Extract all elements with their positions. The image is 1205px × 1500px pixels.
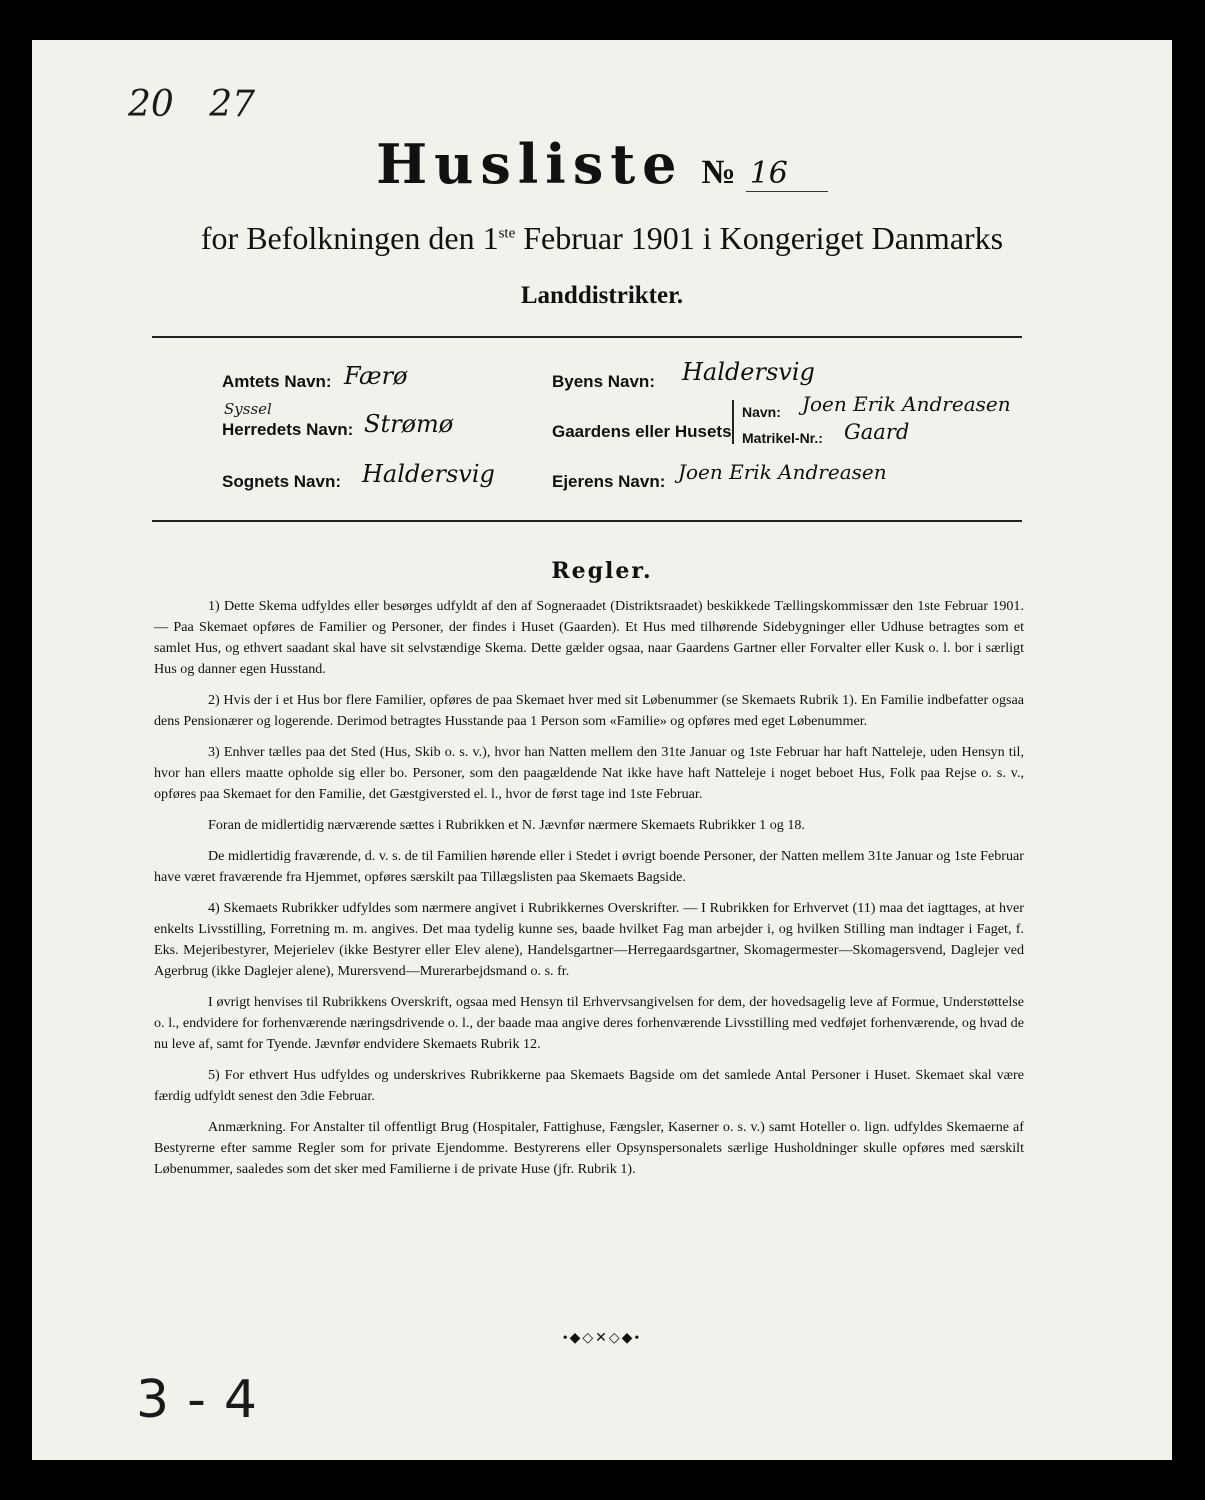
sogn-label: Sognets Navn: bbox=[222, 472, 342, 491]
sogn-value: Haldersvig bbox=[362, 460, 495, 488]
rule-paragraph: De midlertidig fraværende, d. v. s. de til Familien hørende eller i Stedet i øvrigt boende Personer, der Natten mellem 31te Januar og 1ste Februar have været fraværende fra Hjemmet, opføres særskilt paa Tillægslisten paa Skemaets Bagside. bbox=[154, 848, 1024, 885]
subtitle-landdistrikter: Landdistrikter. bbox=[520, 282, 684, 309]
rule-paragraph-note: Anmærkning. For Anstalter til offentligt Brug (Hospitaler, Fattighuse, Fængsler, Kaserner o. s. v.) samt Hoteller o. lign. udfyldes Skemaerne af Bestyrerne efter samme Regler som for private Ejendomme. Bestyrerens eller Opsynspersonalets særlige Husholdninger skulle opføres med særskilt Løbenummer, saaledes som det sker med Familierne i de private Huse (jfr. Rubrik 1). bbox=[154, 1119, 1024, 1177]
rule-paragraph: 5) For ethvert Hus udfyldes og underskrives Rubrikkerne paa Skemaets Bagside om det samlede Antal Personer i Huset. Skemaet skal være færdig udfyldt senest den 3die Februar. bbox=[154, 1067, 1024, 1104]
amt-label: Amtets Navn: bbox=[222, 372, 332, 391]
amt-value: Færø bbox=[344, 362, 408, 390]
ornament-divider: •◆◇✕◇◆• bbox=[562, 1331, 642, 1346]
corner-numbers bbox=[128, 84, 279, 125]
subtitle-sup: ste bbox=[498, 225, 516, 242]
rule-paragraph: 3) Enhver tælles paa det Sted (Hus, Skib o. s. v.), hvor han Natten mellem den 31te Januar og 1ste Februar har haft Natteleje, uden Hensyn til, hvor han ellers maatte opholde sig eller bo. Personer, som den paagældende Nat ikke have haft Natteleje i noget beboet Hus, Folk paa Rejse o. s. v., opføres paa Skemaet for den Familie, det Gæstgiversted el. l., hvor de først tage ind 1ste Februar. bbox=[154, 744, 1024, 802]
by-label: Byens Navn: bbox=[552, 372, 655, 391]
rule-paragraph: 2) Hvis der i et Hus bor flere Familier, opføres de paa Skemaet hver med sit Løbenummer (se Skemaets Rubrik 1). En Familie indbefatter ogsaa dens Pensionærer og logerende. Derimod betragtes Husstande paa 1 Person som «Familie» og opføres med eget Løbenummer. bbox=[154, 692, 1024, 729]
rules-heading: Regler. bbox=[551, 558, 653, 584]
corner-number-2: 27 bbox=[209, 84, 256, 125]
house-number-value: 16 bbox=[746, 156, 828, 192]
bottom-divider bbox=[152, 520, 1022, 522]
navn-label: Navn: bbox=[742, 404, 781, 420]
herred-value: Strømø bbox=[364, 410, 454, 438]
title-row bbox=[32, 132, 1172, 196]
bottom-number: 3-4 bbox=[136, 1370, 275, 1430]
rules-body bbox=[154, 596, 1024, 1190]
rule-paragraph: 1) Dette Skema udfyldes eller besørges udfyldt af den af Sogneraadet (Distriktsraadet) beskikkede Tællingskommissær den 1ste Februar 1901. — Paa Skemaet opføres de Familier og Personer, der findes i Huset (Gaarden). Et Hus med tilhørende Sidebygninger eller Udhuse betragtes som et samlet Hus, og ethvert saadant skal have sit selvstændige Skema. Dette gælder ogsaa, naar Gaardens Gartner eller Forvalter eller Kusk o. l. bor i særligt Hus og danner egen Husstand. bbox=[154, 598, 1024, 677]
gaard-label: Gaardens eller Husets bbox=[552, 422, 732, 441]
rule-paragraph: Foran de midlertidig nærværende sættes i Rubrikken et N. Jævnfør nærmere Skemaets Rubrikker 1 og 18. bbox=[208, 817, 805, 833]
matrikel-value: Gaard bbox=[844, 420, 910, 444]
number-label: № bbox=[701, 154, 736, 191]
navn-value: Joen Erik Andreasen bbox=[802, 392, 1011, 416]
herred-note: Syssel bbox=[224, 400, 272, 418]
gaard-brace bbox=[732, 400, 740, 444]
rule-paragraph: I øvrigt henvises til Rubrikkens Overskrift, ogsaa med Hensyn til Erhvervsangivelsen for dem, der hovedsagelig leve af Formue, Understøttelse o. l., endvidere for forhenværende næringsdrivende o. l., der baade maa angive deres forhenværende Livsstilling med vedføjet forhenværende, og hvad de nu leve af, samt for Tyende. Jævnfør endvidere Skemaets Rubrik 12. bbox=[154, 994, 1024, 1052]
corner-number-1: 20 bbox=[128, 84, 174, 125]
ejer-value: Joen Erik Andreasen bbox=[678, 460, 887, 484]
subtitle-pre: for Befolkningen den 1 bbox=[200, 220, 499, 256]
ejer-label: Ejerens Navn: bbox=[552, 472, 666, 491]
rule-paragraph: 4) Skemaets Rubrikker udfyldes som nærmere angivet i Rubrikkernes Overskrifter. — I Rubrikken for Erhvervet (11) maa det iagttages, at hver enkelts Livsstilling, Forretning m. m. angives. Det maa tydelig kunne ses, baade hvilket Fag man arbejder i, og hvilken Stilling man indtager i Faget, f. Eks. Mejeribestyrer, Mejerielev (ikke Bestyrer eller Elev alene), Handelsgartner—Herregaardsgartner, Skomagermester—Skomagersvend, Daglejer ved Agerbrug (ikke Daglejer alene), Murersvend—Murerarbejdsmand o. s. fr. bbox=[154, 900, 1024, 979]
subtitle-post: Februar 1901 i Kongeriget Danmarks bbox=[515, 220, 1004, 256]
subtitle bbox=[32, 220, 1172, 257]
herred-label: Herredets Navn: bbox=[222, 420, 354, 439]
page-title: Husliste bbox=[376, 132, 684, 196]
matrikel-label: Matrikel-Nr.: bbox=[742, 430, 823, 446]
census-form-page bbox=[32, 40, 1172, 1460]
by-value: Haldersvig bbox=[682, 358, 815, 386]
top-divider bbox=[152, 336, 1022, 338]
